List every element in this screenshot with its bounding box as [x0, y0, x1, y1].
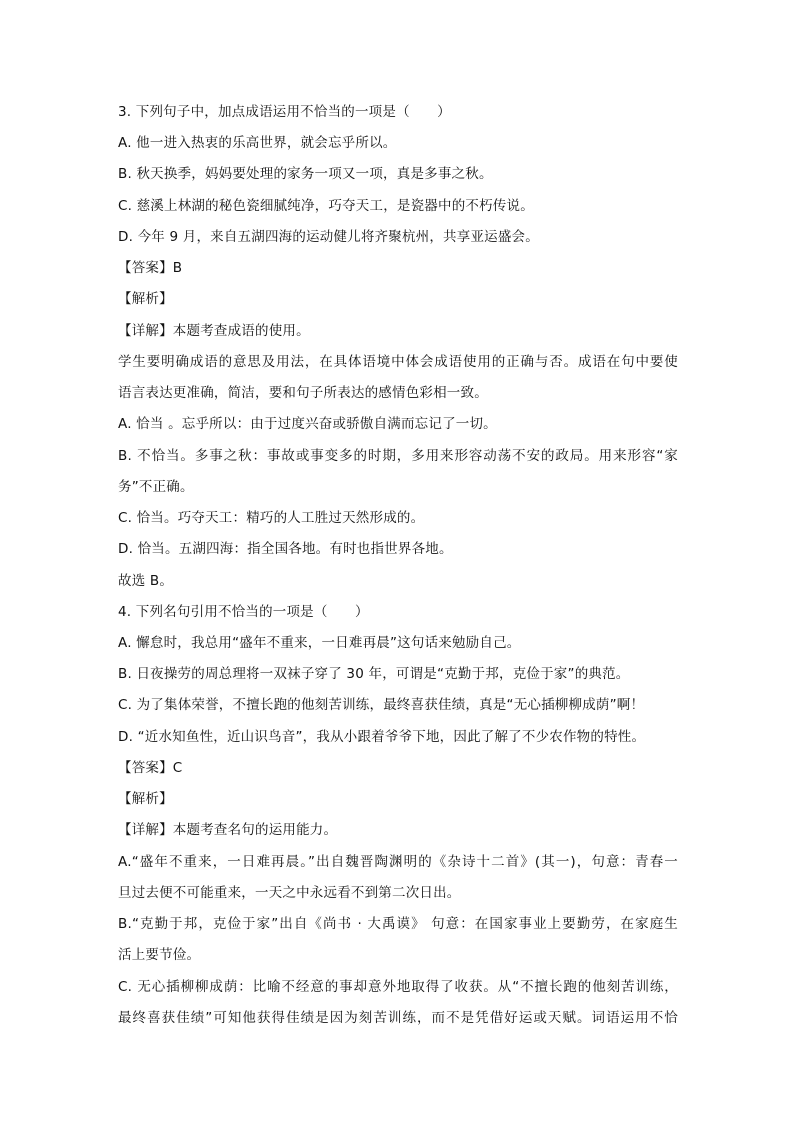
document-body: [118, 100, 678, 1037]
question-4-option-c: C. 为了集体荣誉，不擅长跑的他刻苦训练，最终喜获佳绩，真是“无心插柳柳成荫”啊！: [118, 697, 645, 714]
question-4-explanation-b-cont: 活上要节俭。: [118, 947, 201, 964]
question-4-explanation-a: A.“盛年不重来，一日难再晨。”出自魏晋陶渊明的《杂诗十二首》(其一)，句意：青春一: [118, 853, 678, 870]
question-4-explanation-c-cont: 最终喜获佳绩”可知他获得佳绩是因为刻苦训练，而不是凭借好运或天赋。词语运用不恰: [118, 1009, 678, 1026]
question-3-explanation-a: A. 恰当 。忘乎所以：由于过度兴奋或骄傲自满而忘记了一切。: [118, 416, 497, 433]
question-3-option-b: B. 秋天换季，妈妈要处理的家务一项又一项，真是多事之秋。: [118, 166, 493, 183]
question-3-explanation-line: 语言表达更准确，简洁，要和句子所表达的感情色彩相一致。: [118, 385, 488, 402]
question-3-detail: 【详解】本题考查成语的使用。: [118, 322, 310, 339]
question-3-option-c: C. 慈溪上林湖的秘色瓷细腻纯净，巧夺天工，是瓷器中的不朽传说。: [118, 197, 534, 214]
question-4-explanation-a-cont: 旦过去便不可能重来，一天之中永远看不到第二次日出。: [118, 884, 461, 901]
question-3-explanation-d: D. 恰当。五湖四海：指全国各地。有时也指世界各地。: [118, 541, 453, 558]
question-3-explanation-b: B. 不恰当。多事之秋：事故或事变多的时期，多用来形容动荡不安的政局。用来形容“家: [118, 447, 678, 464]
question-3-explanation-b-cont: 务”不正确。: [118, 478, 194, 495]
question-3-answer: 【答案】B: [118, 260, 183, 277]
question-3-explanation-c: C. 恰当。巧夺天工：精巧的人工胜过天然形成的。: [118, 510, 425, 527]
question-3-stem: 3. 下列句子中，加点成语运用不恰当的一项是（ ）: [118, 104, 451, 120]
question-3-explanation-line: 学生要明确成语的意思及用法，在具体语境中体会成语使用的正确与否。成语在句中要使: [118, 353, 678, 370]
question-3-conclusion: 故选 B。: [118, 572, 174, 589]
question-3-analysis-heading: 【解析】: [118, 291, 173, 308]
question-4-analysis-heading: 【解析】: [118, 791, 173, 808]
question-4-option-a: A. 懈怠时，我总用“盛年不重来，一日难再晨”这句话来勉励自己。: [118, 634, 521, 651]
question-4-explanation-b: B.“克勤于邦，克俭于家”出自《尚书 · 大禹谟》 句意：在国家事业上要勤劳，在家庭生: [118, 916, 678, 933]
question-4-option-d: D. “近水知鱼性，近山识鸟音”，我从小跟着爷爷下地，因此了解了不少农作物的特性。: [118, 728, 646, 745]
question-4-stem: 4. 下列名句引用不恰当的一项是（ ）: [118, 603, 369, 620]
question-3-option-a: A. 他一进入热衷的乐高世界，就会忘乎所以。: [118, 135, 397, 152]
question-3-option-d: D. 今年 9 月，来自五湖四海的运动健儿将齐聚杭州，共享亚运盛会。: [118, 228, 539, 245]
question-4-answer: 【答案】C: [118, 759, 183, 776]
question-4-detail: 【详解】本题考查名句的运用能力。: [118, 822, 338, 839]
question-4-option-b: B. 日夜操劳的周总理将一双袜子穿了 30 年，可谓是“克勤于邦，克俭于家”的典范。: [118, 666, 630, 683]
question-4-explanation-c: C. 无心插柳柳成荫：比喻不经意的事却意外地取得了收获。从“不擅长跑的他刻苦训练，: [118, 978, 678, 995]
